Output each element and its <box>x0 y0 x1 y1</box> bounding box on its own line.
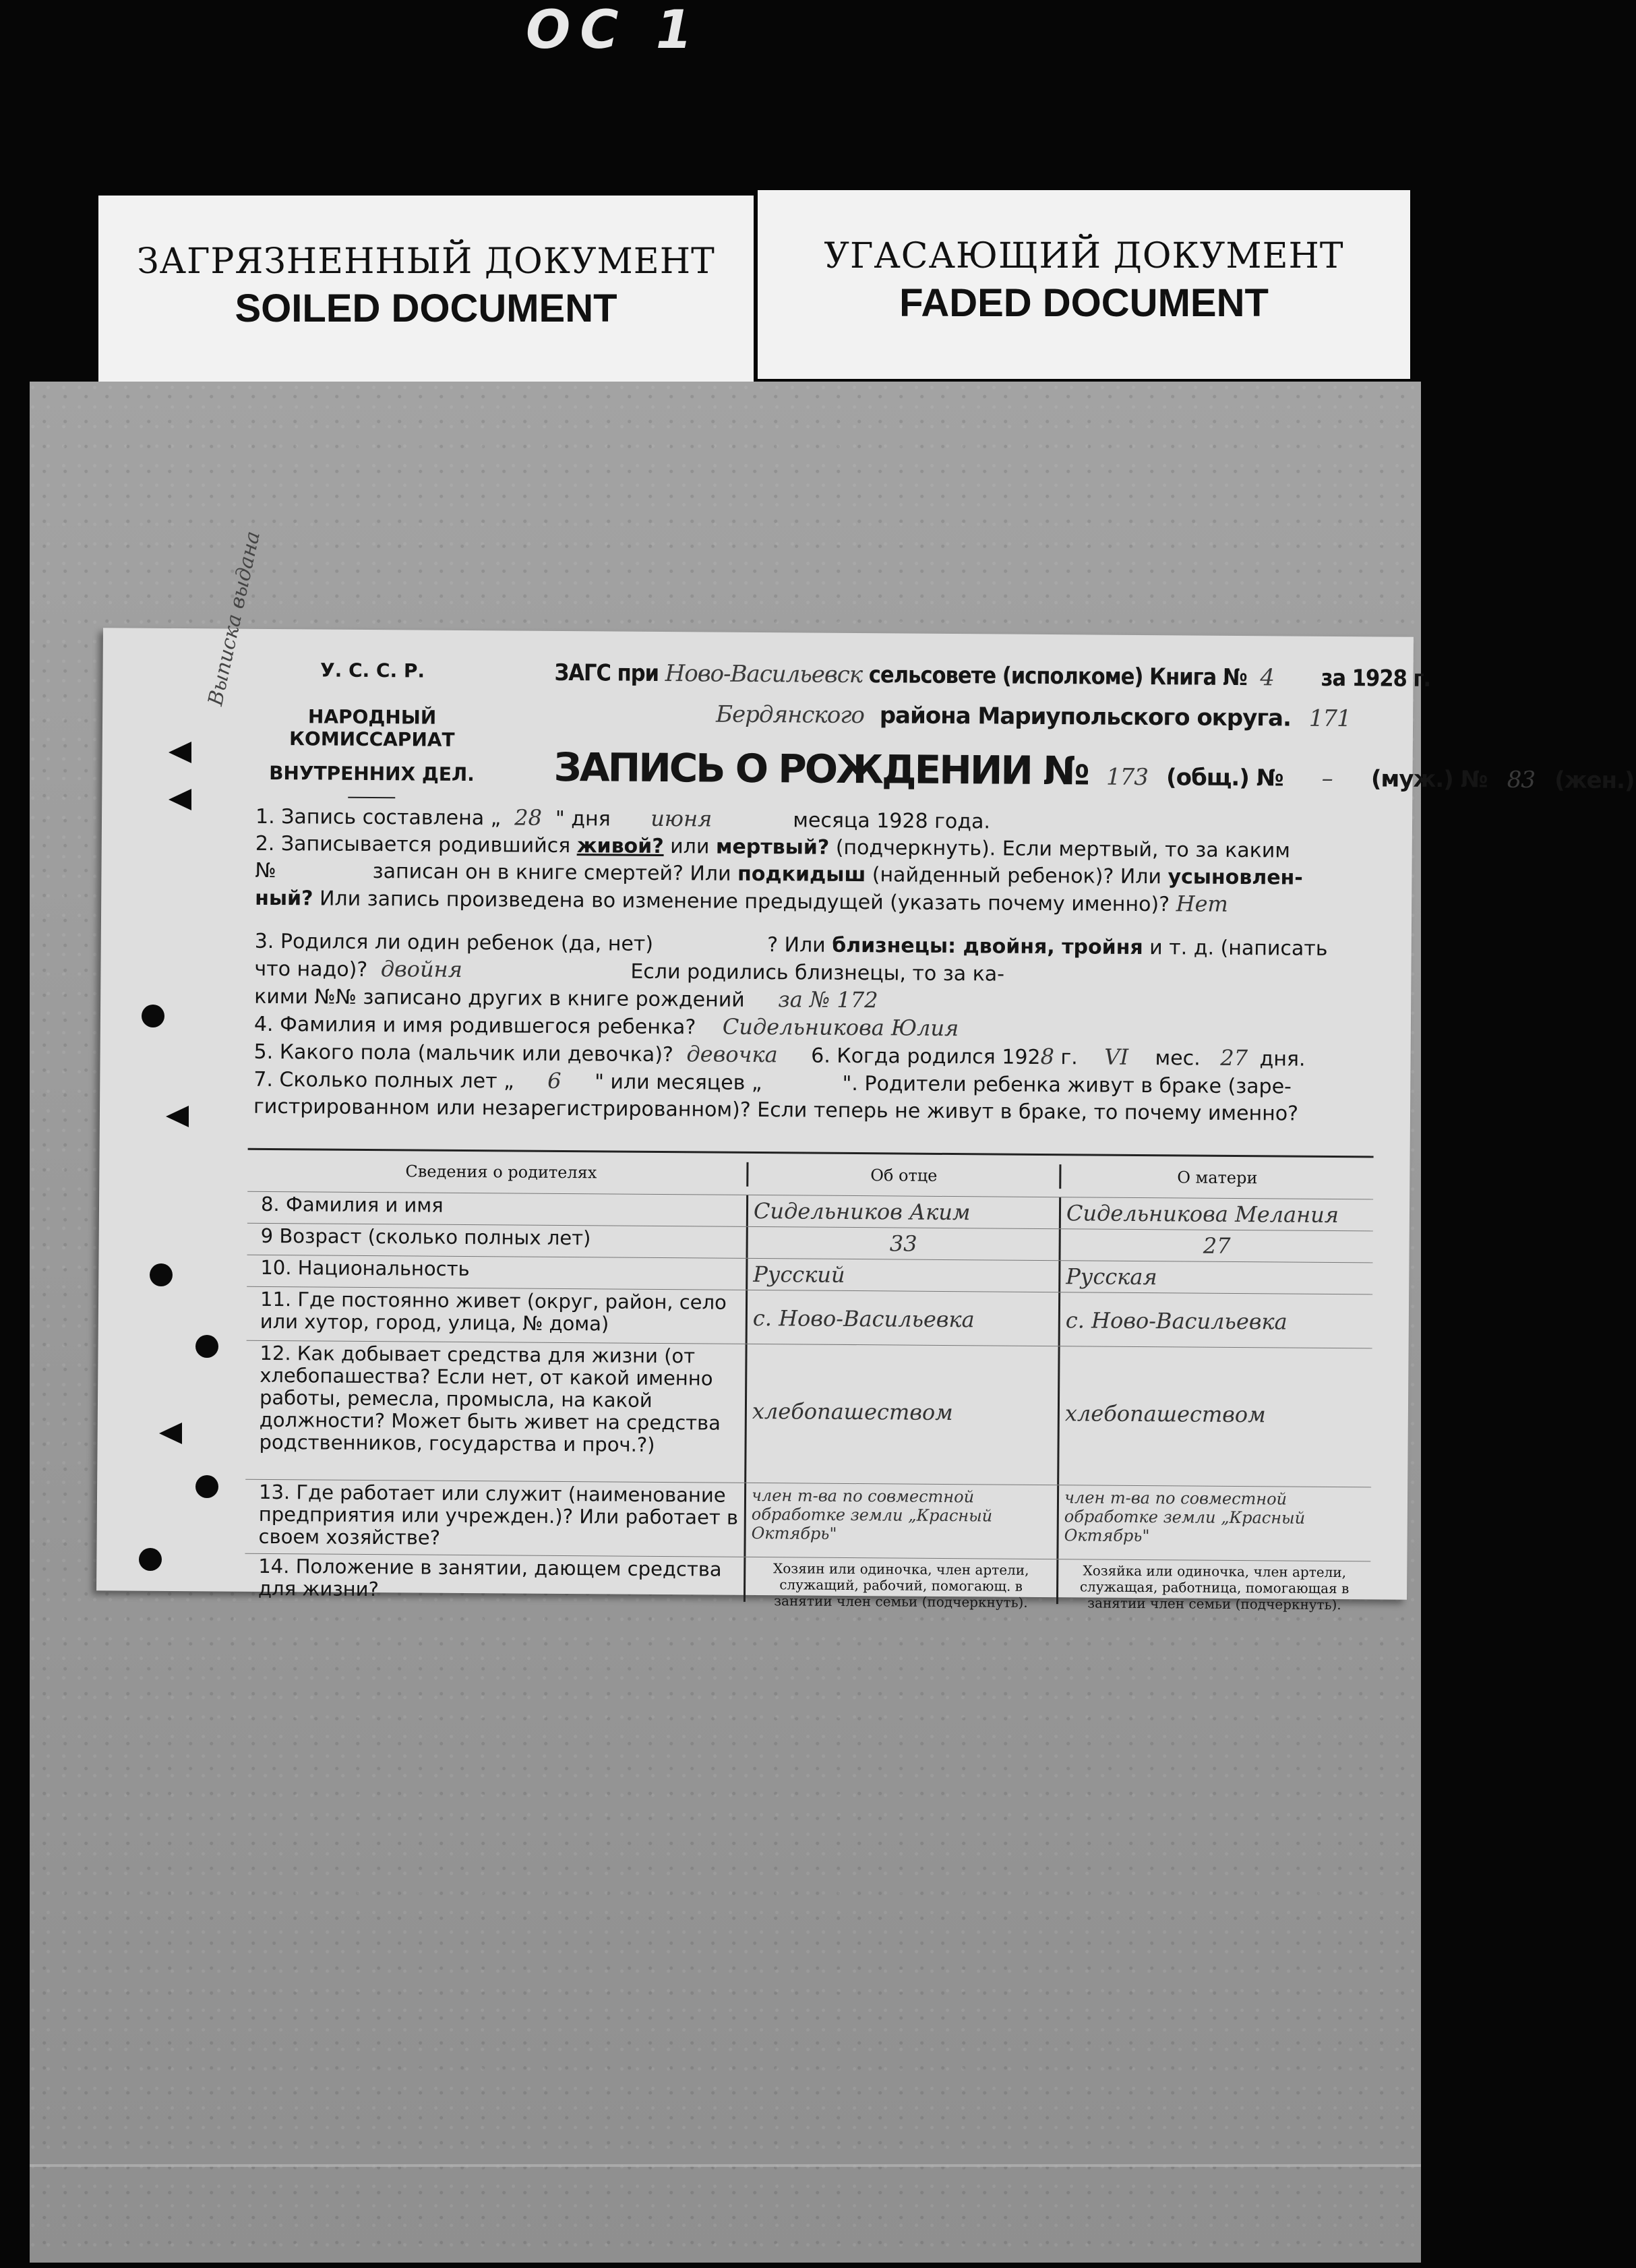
q6-day: 27 <box>1220 1044 1248 1071</box>
mother-value: 27 <box>1058 1229 1372 1262</box>
q3-reference: за № 172 <box>778 986 878 1013</box>
issuing-authority <box>230 659 514 800</box>
q4-text: 4. Фамилия и имя родившегося ребенка? <box>253 1012 696 1040</box>
q3-line-2b: Если родились близнецы, то за ка- <box>630 959 1005 986</box>
q7-text: 7. Сколько полных лет „ <box>253 1067 514 1094</box>
q6-mes: мес. <box>1155 1046 1201 1071</box>
q2-adopted: усыновлен- <box>1168 865 1303 890</box>
district-line <box>716 701 1351 733</box>
commissariat-line-1: НАРОДНЫЙ КОМИССАРИАТ <box>289 705 455 751</box>
q1-text-b: " дня <box>555 806 611 831</box>
binder-hole <box>139 1548 162 1571</box>
birth-record-card <box>96 529 1635 1613</box>
header-mother: О матери <box>1059 1164 1373 1191</box>
soiled-document-label <box>98 196 754 384</box>
father-value: с. Ново-Васильевка <box>746 1290 1059 1346</box>
q6-year: 8 <box>1040 1043 1055 1070</box>
q3-line-2: что надо)? <box>254 957 368 982</box>
q2-foundling: подкидыш <box>737 862 866 887</box>
total-label: (общ.) № <box>1165 764 1283 792</box>
header-info: Сведения о родителях <box>405 1162 597 1183</box>
zags-middle: сельсовете (исполкоме) Книга № <box>868 661 1247 692</box>
mother-value: Хозяйка или одиночка, член артели, служащая, работница, помогающая в занятии член семьи (подчеркнуть). <box>1056 1559 1370 1606</box>
father-value: 33 <box>746 1227 1059 1260</box>
soiled-label-ru: ЗАГРЯЗНЕННЫЙ ДОКУМЕНТ <box>137 241 715 282</box>
q6-g: г. <box>1060 1046 1078 1070</box>
male-number: – <box>1321 765 1333 792</box>
ussr-label: У. С. С. Р. <box>320 659 425 682</box>
tear-mark <box>169 789 191 810</box>
q6-month: VI <box>1104 1044 1129 1070</box>
row-question: 11. Где постоянно живет (округ, район, село или хутор, город, улица, № дома) <box>260 1287 727 1336</box>
q2-text-c: (подчеркнуть). Если мертвый, то за каким <box>835 835 1291 863</box>
q1-text-c: месяца 1928 года. <box>793 808 991 834</box>
q7-text-b: " или месяцев „ <box>595 1070 762 1096</box>
soiled-label-en: SOILED DOCUMENT <box>235 287 617 330</box>
female-number: 83 <box>1507 766 1536 794</box>
district-handwritten: Бердянского <box>715 700 865 729</box>
stamp-number: 171 <box>1308 705 1351 733</box>
row-question: 8. Фамилия и имя <box>260 1192 444 1217</box>
q2-line-2: № записан он в книге смертей? Или <box>255 858 731 886</box>
father-value: член т-ва по совместной обработке земли „Красный Октябрь" <box>744 1483 1057 1559</box>
binder-hole <box>195 1475 218 1498</box>
binder-hole <box>195 1335 218 1358</box>
female-label: (жен.) <box>1554 767 1635 795</box>
father-value: Сидельников Аким <box>746 1195 1059 1228</box>
binder-hole <box>142 1005 164 1027</box>
zags-header <box>554 659 1430 692</box>
male-label: (муж.) № <box>1370 765 1488 794</box>
header-father: Об отце <box>746 1162 1059 1188</box>
mother-value: с. Ново-Васильевка <box>1058 1292 1373 1348</box>
faded-label-en: FADED DOCUMENT <box>899 281 1269 325</box>
mother-value: Русская <box>1058 1261 1372 1294</box>
record-title-text: ЗАПИСЬ О РОЖДЕНИИ № <box>553 744 1089 794</box>
q1-month: июня <box>650 805 713 832</box>
q2-dead: мертвый? <box>715 835 830 860</box>
q3-line-3: кими №№ записано других в книге рождений <box>254 984 745 1012</box>
row-question: 10. Национальность <box>260 1255 470 1281</box>
tear-mark <box>169 742 191 763</box>
q2-line-3-bold: ный? <box>255 886 313 911</box>
father-value: Хозяин или одиночка, член артели, служащий, рабочий, помогающ. в занятии член семьи (подчеркнуть). <box>744 1557 1056 1604</box>
total-number: 173 <box>1105 763 1149 792</box>
zags-year: за 1928 г. <box>1321 664 1431 692</box>
row-question: 12. Как добывает средства для жизни (от хлебопашества? Если нет, от какой именно работы, ремесла, промысла, на какой должности? Может быть живет на средства родственников, государства и проч.?) <box>259 1341 721 1456</box>
q2-text-a: 2. Записывается родившийся <box>255 831 571 858</box>
table-row <box>245 1341 1372 1488</box>
faded-document-label <box>758 190 1410 379</box>
book-number: 4 <box>1260 664 1275 692</box>
q3-text-b: ? Или <box>767 933 826 957</box>
commissariat-line-2: ВНУТРЕННИХ ДЕЛ. <box>269 761 475 786</box>
table-header <box>247 1150 1373 1200</box>
mother-value: член т-ва по совместной обработке земли „Красный Октябрь" <box>1056 1485 1371 1561</box>
q6-text: 6. Когда родился 192 <box>811 1044 1041 1069</box>
row-question: 13. Где работает или служит (наименование предприятия или учрежден.)? Или работает в своем хозяйстве? <box>258 1480 739 1549</box>
father-value: хлебопашеством <box>744 1344 1058 1485</box>
mother-value: Сидельникова Мелания <box>1059 1197 1373 1230</box>
q7-text-c: ". Родители ребенка живут в браке (заре- <box>842 1071 1292 1099</box>
q3-text-c: и т. д. (написать <box>1149 936 1328 961</box>
village-handwritten: Ново-Васильевск <box>665 660 863 689</box>
district-text: района Мариупольского округа. <box>879 702 1292 732</box>
table-row <box>245 1554 1370 1613</box>
binder-hole <box>150 1263 173 1286</box>
q5-answer: девочка <box>686 1041 778 1068</box>
q4-answer: Сидельникова Юлия <box>722 1013 959 1042</box>
tear-mark <box>159 1423 182 1444</box>
table-row <box>247 1287 1373 1349</box>
q7-years: 6 <box>547 1067 562 1094</box>
q1-text-a: 1. Запись составлена „ <box>255 804 502 831</box>
q7-line-2: гистрированном или незарегистрированном)? Если теперь не живут в браке, то почему именно? <box>253 1094 1299 1126</box>
tear-mark <box>166 1106 189 1127</box>
table-row <box>245 1480 1371 1562</box>
q5-text: 5. Какого пола (мальчик или девочка)? <box>253 1040 674 1067</box>
questions-block <box>253 803 1374 1129</box>
fold-line <box>30 2164 1421 2167</box>
father-value: Русский <box>746 1259 1058 1292</box>
q2-text-b: или <box>670 835 710 859</box>
divider <box>348 797 395 798</box>
q3-answer: двойня <box>380 956 463 982</box>
zags-prefix: ЗАГС при <box>554 659 659 687</box>
record-title <box>553 744 1634 798</box>
row-question: 14. Положение в занятии, дающем средства для жизни? <box>257 1554 722 1601</box>
faded-label-ru: УГАСАЮЩИЙ ДОКУМЕНТ <box>824 236 1344 276</box>
mother-value: хлебопашеством <box>1057 1346 1372 1487</box>
q6-dnya: дня. <box>1259 1047 1306 1071</box>
frame-code: ОС 1 <box>526 0 702 61</box>
q2-answer: Нет <box>1176 891 1228 917</box>
q3-text-a: 3. Родился ли один ребенок (да, нет) <box>254 929 654 956</box>
side-handwritten-note: Выписка выдана <box>204 529 266 708</box>
row-question: 9 Возраст (сколько полных лет) <box>260 1224 591 1250</box>
parents-table <box>245 1148 1374 1613</box>
q1-day: 28 <box>514 804 543 831</box>
q3-twins: близнецы: двойня, тройня <box>832 933 1143 960</box>
q2-line-3: Или запись произведена во изменение предыдущей (указать почему именно)? <box>319 887 1170 917</box>
q2-alive: живой? <box>576 834 664 859</box>
q2-line-2b: (найденный ребенок)? Или <box>872 863 1162 889</box>
